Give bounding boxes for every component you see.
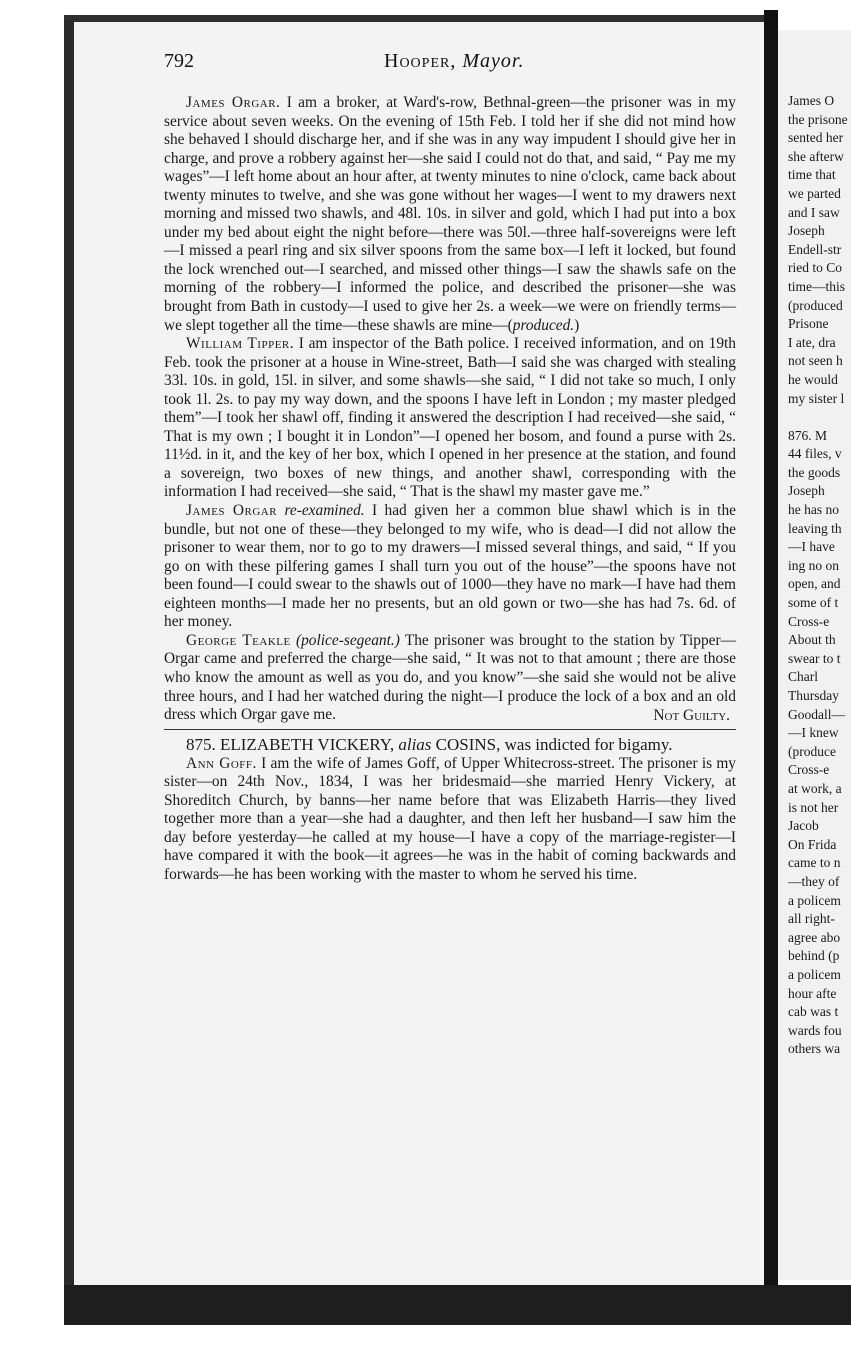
scan-margin-bottom <box>0 1325 851 1367</box>
right-page-lines <box>788 92 851 1059</box>
speaker-name: William Tipper. <box>186 335 295 353</box>
body-text <box>164 94 736 885</box>
right-page-line: Endell-str <box>788 241 842 257</box>
right-page-line: is not her <box>788 799 839 815</box>
book-gutter <box>764 10 778 1290</box>
right-page-line: James O <box>788 93 835 108</box>
testimony-paragraph <box>164 502 736 632</box>
right-page-line: behind (p <box>788 948 840 964</box>
right-page-line: hour afte <box>788 985 837 1001</box>
right-page-line: cab was t <box>788 1004 839 1020</box>
right-page-line: the prisone <box>788 111 848 127</box>
right-page-line: —they of <box>788 873 840 889</box>
right-page-line: a policem <box>788 966 841 982</box>
right-page-line: all right- <box>788 911 835 927</box>
testimony-text: The prisoner was brought to the station by Tipper—Orgar came and preferred the charge—she said, “ It was not to that amount ; there are those who know the amount as well as you do, and you know”—she said she would not be alive three hours, and I had her watched during the night—I produce the lock of a box and an old dress which Orgar gave me. <box>164 631 736 724</box>
right-page-line: others wa <box>788 1041 841 1057</box>
verdict: Not Guilty. <box>653 706 730 724</box>
speaker-role: (police-segeant.) <box>290 631 400 649</box>
right-page-line: came to n <box>788 855 841 871</box>
right-page-line: 876. M <box>788 427 828 443</box>
testimony-text-end: ) <box>574 316 580 334</box>
case-heading <box>164 736 736 755</box>
right-page-line: he would <box>788 371 838 387</box>
right-page-line: swear to t <box>788 650 841 666</box>
right-page-line: Goodall— <box>788 706 845 722</box>
right-page-line: my sister l <box>788 390 845 406</box>
right-page-line: not seen h <box>788 353 843 369</box>
speaker-name: George Teakle <box>186 631 291 649</box>
right-page-line: we parted <box>788 185 841 201</box>
testimony-text: I am the wife of James Goff, of Upper Whitecross-street. The prisoner is my sister—on 24th Nov., 1834, I was her bridesmaid—she married Henry Vickery, at Shoreditch Church, by banns—her name before that was Elizabeth Harris—they lived together more than a year—she had a daughter, and then left her husband—I saw him the day before yesterday—he called at my house—I have a copy of the marriage-register—I have compared it with the book—it agrees—he was in the habit of coming backwards and forwards—he has been working with the master to whom he served his time. <box>164 754 736 883</box>
speaker-name: James Orgar <box>186 502 278 520</box>
testimony-text: I am a broker, at Ward's-row, Bethnal-green—the prisoner was in my service about seven weeks. On the evening of 15th Feb. I told her if she did not mind how she behaved I should discharge her, and if she was in any way impudent I should give her in charge, and prove a robbery against her—she said I could not do that, and said, “ Pay me my wages”—I left home about an hour after, at twenty minutes to nine o'clock, came back about twenty minutes to twelve, and she was gone without her wages—I went to my drawers next morning and missed two shawls, and 48l. 10s. in silver and gold, which I had put into a box under my bed about eight the night before—there was 50l.—three half-sovereigns were left—I missed a pearl ring and six silver spoons from the same box—I left it locked, but found the lock wrenched out—I searched, and missed other things—I saw the shawls safe on the morning of the robbery—I informed the police, and described the prisoner—she was brought from Bath in custody—I used to give her 2s. a week—we were on friendly terms—we slept together all the time—these shawls are mine—( <box>164 94 736 334</box>
right-page-line: I ate, dra <box>788 334 836 350</box>
right-page-line: some of t <box>788 595 839 611</box>
testimony-paragraph <box>164 94 736 335</box>
page-header <box>164 50 744 78</box>
right-page-line: ried to Co <box>788 260 842 276</box>
right-page-line: at work, a <box>788 780 842 796</box>
testimony-text: I had given her a common blue shawl which is in the bundle, but not one of these—they belonged to my wife, who is dead—I did not allow the prisoner to wear them, nor to go to my drawers—I missed several things, and said, “ If you go on with these pilfering games I shall turn you out of the house”—the spoons have not been found—I could swear to the shawls out of 1000—they have no mark—I have had them eighteen months—I made her no presents, but an old gown or two—she has had 7s. 6d. of her money. <box>164 502 736 631</box>
speaker-name: Ann Goff. <box>186 754 257 772</box>
page-number: 792 <box>164 50 194 72</box>
speaker-qualifier: re-examined. <box>277 502 365 520</box>
running-title-name: Hooper, <box>384 50 457 72</box>
right-page-line: open, and <box>788 576 841 592</box>
running-title <box>384 50 524 73</box>
right-page-line: 44 files, v <box>788 446 842 462</box>
right-page-line: —I have <box>788 539 835 555</box>
scan-edge-left <box>64 20 74 1330</box>
testimony-text: I am inspector of the Bath police. I received information, and on 19th Feb. took the prisoner at a house in Wine-street, Bath—I said she was charged with stealing 33l. 10s. in gold, 15l. in silver, and some shawls—she said, “ I did not take so much, I only took 1l. 2s. to pay my way down, and the spoons I have left in London ; my master pledged them”—I took her shawl off, finding it answered the description I had received—she said, “ That is my own ; I bought it in London”—I opened her bosom, and found a purse with 2s. 11½d. in it, and the key of her box, which I opened in her presence at the station, and found a sovereign, two boxes of new things, and another shawl, corresponding with the information I had received—she said, “ That is the shawl my master gave me.” <box>164 335 736 501</box>
right-page-line: time—this <box>788 278 845 294</box>
right-page-line: Joseph <box>788 223 825 239</box>
right-page-line: she afterw <box>788 148 844 164</box>
right-page-fragment <box>778 30 851 1280</box>
scan-edge-bottom <box>64 1285 851 1325</box>
testimony-paragraph <box>164 755 736 885</box>
right-page-line: Joseph <box>788 483 825 499</box>
right-page-line: ing no on <box>788 557 840 573</box>
case-divider <box>164 729 736 730</box>
right-page-line: (produced <box>788 297 843 313</box>
right-page-line: Prisone <box>788 316 829 332</box>
right-page-line: About th <box>788 632 836 648</box>
case-charge: COSINS, was indicted for bigamy. <box>431 735 673 755</box>
right-page-line: (produce <box>788 743 836 759</box>
right-page-line: agree abo <box>788 929 841 945</box>
case-number: 875. ELIZABETH VICKERY, <box>186 735 395 755</box>
right-page-line: On Frida <box>788 836 837 852</box>
right-page-line: the goods <box>788 464 841 480</box>
right-page-line: Cross-e <box>788 613 830 629</box>
testimony-italic: produced. <box>512 316 575 334</box>
right-page-line: a policem <box>788 892 841 908</box>
right-page-line: Jacob <box>788 818 819 834</box>
right-page-line: wards fou <box>788 1022 842 1038</box>
testimony-paragraph <box>164 335 736 502</box>
right-page-line: —I knew <box>788 725 839 741</box>
right-page-line <box>788 408 851 427</box>
right-page-line: Thursday <box>788 688 839 703</box>
right-page-line: and I saw <box>788 204 840 220</box>
right-page-line: sented her <box>788 130 844 146</box>
right-page-line: he has no <box>788 502 839 518</box>
right-page-line: leaving th <box>788 520 842 536</box>
right-page-line: Cross-e <box>788 762 830 778</box>
case-alias: alias <box>394 735 432 755</box>
right-page-line: time that <box>788 167 836 183</box>
right-page-line: Charl <box>788 669 818 685</box>
speaker-name: James Orgar. <box>186 94 281 111</box>
running-title-office: Mayor. <box>462 50 525 72</box>
